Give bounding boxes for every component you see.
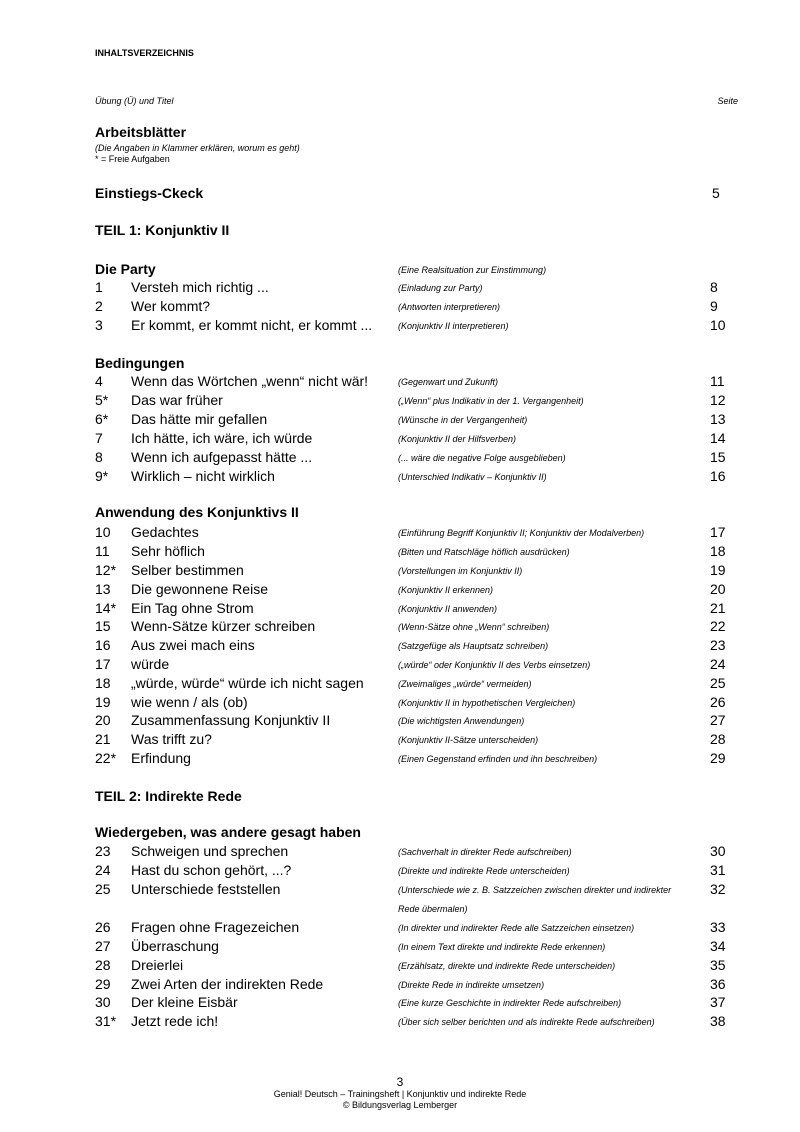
- row-title: Unterschiede feststellen: [131, 881, 281, 897]
- row-note: (Einführung Begriff Konjunktiv II; Konjunktiv der Modalverben): [398, 528, 645, 538]
- row-page: 16: [710, 468, 726, 484]
- row-note: (Eine kurze Geschichte in indirekter Rede aufschreiben): [398, 998, 622, 1008]
- row-number: 19: [95, 694, 111, 710]
- row-note: (Konjunktiv II der Hilfsverben): [398, 434, 517, 444]
- toc-row[interactable]: [0, 712, 800, 731]
- toc-row[interactable]: [0, 468, 800, 487]
- toc-row[interactable]: [0, 392, 800, 411]
- row-page: 23: [710, 637, 726, 653]
- toc-row[interactable]: [0, 862, 800, 881]
- row-note: (Bitten und Ratschläge höflich ausdrücken): [398, 547, 570, 557]
- toc-row[interactable]: [0, 562, 800, 581]
- row-note: („Wenn“ plus Indikativ in der 1. Vergangenheit): [398, 396, 584, 406]
- column-title-right: Seite: [717, 96, 738, 106]
- row-number: 5*: [95, 392, 109, 408]
- row-number: 11: [95, 543, 110, 559]
- row-number: 7: [95, 430, 103, 446]
- column-title-left: Übung (Ü) und Titel: [95, 96, 174, 106]
- row-title: Die gewonnene Reise: [131, 581, 268, 597]
- section-title: Wiedergeben, was andere gesagt haben: [95, 824, 361, 840]
- row-title: Versteh mich richtig ...: [131, 279, 269, 295]
- row-title: wie wenn / als (ob): [131, 694, 248, 710]
- row-page: 11: [710, 373, 725, 389]
- teil2-heading: TEIL 2: Indirekte Rede: [95, 788, 242, 804]
- section-title: Anwendung des Konjunktivs II: [95, 504, 299, 520]
- row-number: 28: [95, 957, 111, 973]
- row-note: (Unterschied Indikativ – Konjunktiv II): [398, 472, 547, 482]
- row-note: (In einem Text direkte und indirekte Rede erkennen): [398, 942, 606, 952]
- row-number: 1: [95, 279, 103, 295]
- row-note: (Direkte Rede in indirekte umsetzen): [398, 980, 545, 990]
- row-title: Wenn ich aufgepasst hätte ...: [131, 449, 313, 465]
- row-page: 9: [710, 298, 718, 314]
- toc-row[interactable]: [0, 919, 800, 938]
- row-title: Der kleine Eisbär: [131, 994, 238, 1010]
- row-note: (Wünsche in der Vergangenheit): [398, 415, 528, 425]
- row-page: 15: [710, 449, 726, 465]
- row-number: 25: [95, 881, 111, 897]
- row-page: 32: [710, 881, 726, 897]
- row-note: (Die wichtigsten Anwendungen): [398, 716, 525, 726]
- row-page: 22: [710, 618, 726, 634]
- row-note: (Gegenwart und Zukunft): [398, 377, 499, 387]
- footer-publication: Genial! Deutsch – Trainingsheft | Konjunktiv und indirekte Rede: [273, 1089, 527, 1099]
- toc-row[interactable]: [0, 524, 800, 543]
- toc-row[interactable]: [0, 637, 800, 656]
- footer-page-number: 3: [396, 1075, 404, 1089]
- row-note: (Konjunktiv II interpretieren): [398, 321, 509, 331]
- row-page: 38: [710, 1013, 726, 1029]
- row-page: 26: [710, 694, 726, 710]
- row-number: 9*: [95, 468, 109, 484]
- row-title: Das war früher: [131, 392, 223, 408]
- toc-row[interactable]: [0, 957, 800, 976]
- arbeitsblaetter-note: (Die Angaben in Klammer erklären, worum es geht): [95, 143, 300, 153]
- row-title: Wenn-Sätze kürzer schreiben: [131, 618, 316, 634]
- row-title: „würde, würde“ würde ich nicht sagen: [131, 675, 364, 691]
- row-number: 29: [95, 976, 111, 992]
- row-number: 3: [95, 317, 103, 333]
- toc-row[interactable]: [0, 411, 800, 430]
- row-note: (In direkter und indirekter Rede alle Satzzeichen einsetzen): [398, 923, 635, 933]
- row-title: Was trifft zu?: [131, 731, 212, 747]
- row-note: (Einen Gegenstand erfinden und ihn beschreiben): [398, 754, 598, 764]
- row-number: 2: [95, 298, 103, 314]
- row-page: 8: [710, 279, 718, 295]
- page-footer: [0, 1075, 800, 1111]
- row-page: 34: [710, 938, 726, 954]
- row-number: 18: [95, 675, 111, 691]
- row-number: 20: [95, 712, 111, 728]
- row-title: Er kommt, er kommt nicht, er kommt ...: [131, 317, 373, 333]
- row-note: (Einladung zur Party): [398, 283, 483, 293]
- section-note: (Eine Realsituation zur Einstimmung): [398, 265, 547, 275]
- row-number: 8: [95, 449, 103, 465]
- row-title: Wer kommt?: [131, 298, 211, 314]
- row-number: 31*: [95, 1013, 117, 1029]
- row-note: (Direkte und indirekte Rede unterscheiden): [398, 866, 570, 876]
- row-note: (Konjunktiv II-Sätze unterscheiden): [398, 735, 539, 745]
- row-note: (Über sich selber berichten und als indirekte Rede aufschreiben): [398, 1017, 655, 1027]
- row-title: Das hätte mir gefallen: [131, 411, 268, 427]
- row-note: (Zweimaliges „würde“ vermeiden): [398, 679, 532, 689]
- toc-row[interactable]: [0, 843, 800, 862]
- page-header: INHALTSVERZEICHNIS: [95, 48, 194, 58]
- row-page: 36: [710, 976, 726, 992]
- row-title: Wirklich – nicht wirklich: [131, 468, 275, 484]
- row-note: (Sachverhalt in direkter Rede aufschreiben): [398, 847, 572, 857]
- toc-row[interactable]: [0, 279, 800, 298]
- row-title: Dreierlei: [131, 957, 184, 973]
- toc-row[interactable]: [0, 317, 800, 336]
- row-title: Hast du schon gehört, ...?: [131, 862, 292, 878]
- row-page: 18: [710, 543, 726, 559]
- row-title: Selber bestimmen: [131, 562, 244, 578]
- row-title: Sehr höflich: [131, 543, 205, 559]
- row-page: 13: [710, 411, 726, 427]
- section-title: Die Party: [95, 261, 156, 277]
- row-title: Jetzt rede ich!: [131, 1013, 219, 1029]
- arbeitsblaetter-title: Arbeitsblätter: [95, 124, 187, 140]
- toc-row[interactable]: [0, 675, 800, 694]
- row-title: Erfindung: [131, 750, 191, 766]
- toc-row[interactable]: [0, 938, 800, 957]
- row-title: Zwei Arten der indirekten Rede: [131, 976, 324, 992]
- toc-row[interactable]: [0, 581, 800, 600]
- row-number: 4: [95, 373, 103, 389]
- row-title: Überraschung: [131, 938, 219, 954]
- toc-row[interactable]: [0, 976, 800, 995]
- section-title: Bedingungen: [95, 355, 185, 371]
- row-page: 19: [710, 562, 726, 578]
- row-note: (Erzählsatz, direkte und indirekte Rede unterscheiden): [398, 961, 616, 971]
- row-number: 14*: [95, 600, 117, 616]
- row-page: 24: [710, 656, 726, 672]
- toc-row[interactable]: [0, 656, 800, 675]
- toc-row[interactable]: [0, 600, 800, 619]
- row-page: 20: [710, 581, 726, 597]
- row-number: 6*: [95, 411, 109, 427]
- row-note: („würde“ oder Konjunktiv II des Verbs einsetzen): [398, 660, 591, 670]
- row-note: (Unterschiede wie z. B. Satzzeichen zwischen direkter und indirekter Rede übermalen): [398, 885, 672, 914]
- toc-row[interactable]: [0, 1013, 800, 1032]
- row-title: würde: [131, 656, 170, 672]
- row-number: 23: [95, 843, 111, 859]
- arbeitsblaetter-legend: * = Freie Aufgaben: [95, 154, 170, 164]
- toc-row[interactable]: [0, 543, 800, 562]
- toc-row[interactable]: [0, 881, 800, 919]
- row-note: (Vorstellungen im Konjunktiv II): [398, 566, 523, 576]
- toc-row[interactable]: [0, 373, 800, 392]
- einstieg-title: Einstiegs-Ckeck: [95, 185, 204, 201]
- row-page: 33: [710, 919, 726, 935]
- row-number: 26: [95, 919, 111, 935]
- row-number: 17: [95, 656, 111, 672]
- row-number: 22*: [95, 750, 117, 766]
- row-page: 12: [710, 392, 726, 408]
- toc-row[interactable]: [0, 750, 800, 769]
- row-note: (Wenn-Sätze ohne „Wenn“ schreiben): [398, 622, 550, 632]
- row-page: 31: [710, 862, 726, 878]
- row-title: Wenn das Wörtchen „wenn“ nicht wär!: [131, 373, 369, 389]
- row-page: 25: [710, 675, 726, 691]
- row-number: 15: [95, 618, 111, 634]
- toc-row[interactable]: [0, 618, 800, 637]
- row-title: Zusammenfassung Konjunktiv II: [131, 712, 331, 728]
- row-title: Gedachtes: [131, 524, 199, 540]
- footer-copyright: © Bildungsverlag Lemberger: [342, 1100, 458, 1110]
- row-page: 28: [710, 731, 726, 747]
- row-page: 14: [710, 430, 726, 446]
- row-note: (Satzgefüge als Hauptsatz schreiben): [398, 641, 549, 651]
- row-number: 10: [95, 524, 111, 540]
- row-title: Fragen ohne Fragezeichen: [131, 919, 300, 935]
- toc-row[interactable]: [0, 694, 800, 713]
- toc-row[interactable]: [0, 449, 800, 468]
- toc-row[interactable]: [0, 994, 800, 1013]
- toc-row[interactable]: [0, 430, 800, 449]
- toc-row[interactable]: [0, 731, 800, 750]
- einstieg-page: 5: [712, 185, 720, 201]
- row-number: 13: [95, 581, 111, 597]
- row-number: 27: [95, 938, 111, 954]
- row-page: 21: [710, 600, 726, 616]
- row-page: 27: [710, 712, 726, 728]
- row-page: 35: [710, 957, 726, 973]
- row-page: 17: [710, 524, 726, 540]
- toc-row[interactable]: [0, 298, 800, 317]
- row-number: 30: [95, 994, 111, 1010]
- row-title: Schweigen und sprechen: [131, 843, 289, 859]
- row-note: (Konjunktiv II anwenden): [398, 604, 498, 614]
- row-note: (Konjunktiv II erkennen): [398, 585, 494, 595]
- row-title: Aus zwei mach eins: [131, 637, 255, 653]
- row-title: Ich hätte, ich wäre, ich würde: [131, 430, 313, 446]
- row-note: (... wäre die negative Folge ausgeblieben): [398, 453, 566, 463]
- row-note: (Antworten interpretieren): [398, 302, 501, 312]
- row-number: 12*: [95, 562, 117, 578]
- row-page: 10: [710, 317, 726, 333]
- row-number: 21: [95, 731, 111, 747]
- teil1-heading: TEIL 1: Konjunktiv II: [95, 222, 230, 238]
- row-note: (Konjunktiv II in hypothetischen Vergleichen): [398, 698, 576, 708]
- row-title: Ein Tag ohne Strom: [131, 600, 254, 616]
- row-number: 24: [95, 862, 111, 878]
- row-number: 16: [95, 637, 111, 653]
- row-page: 37: [710, 994, 726, 1010]
- row-page: 30: [710, 843, 726, 859]
- row-page: 29: [710, 750, 726, 766]
